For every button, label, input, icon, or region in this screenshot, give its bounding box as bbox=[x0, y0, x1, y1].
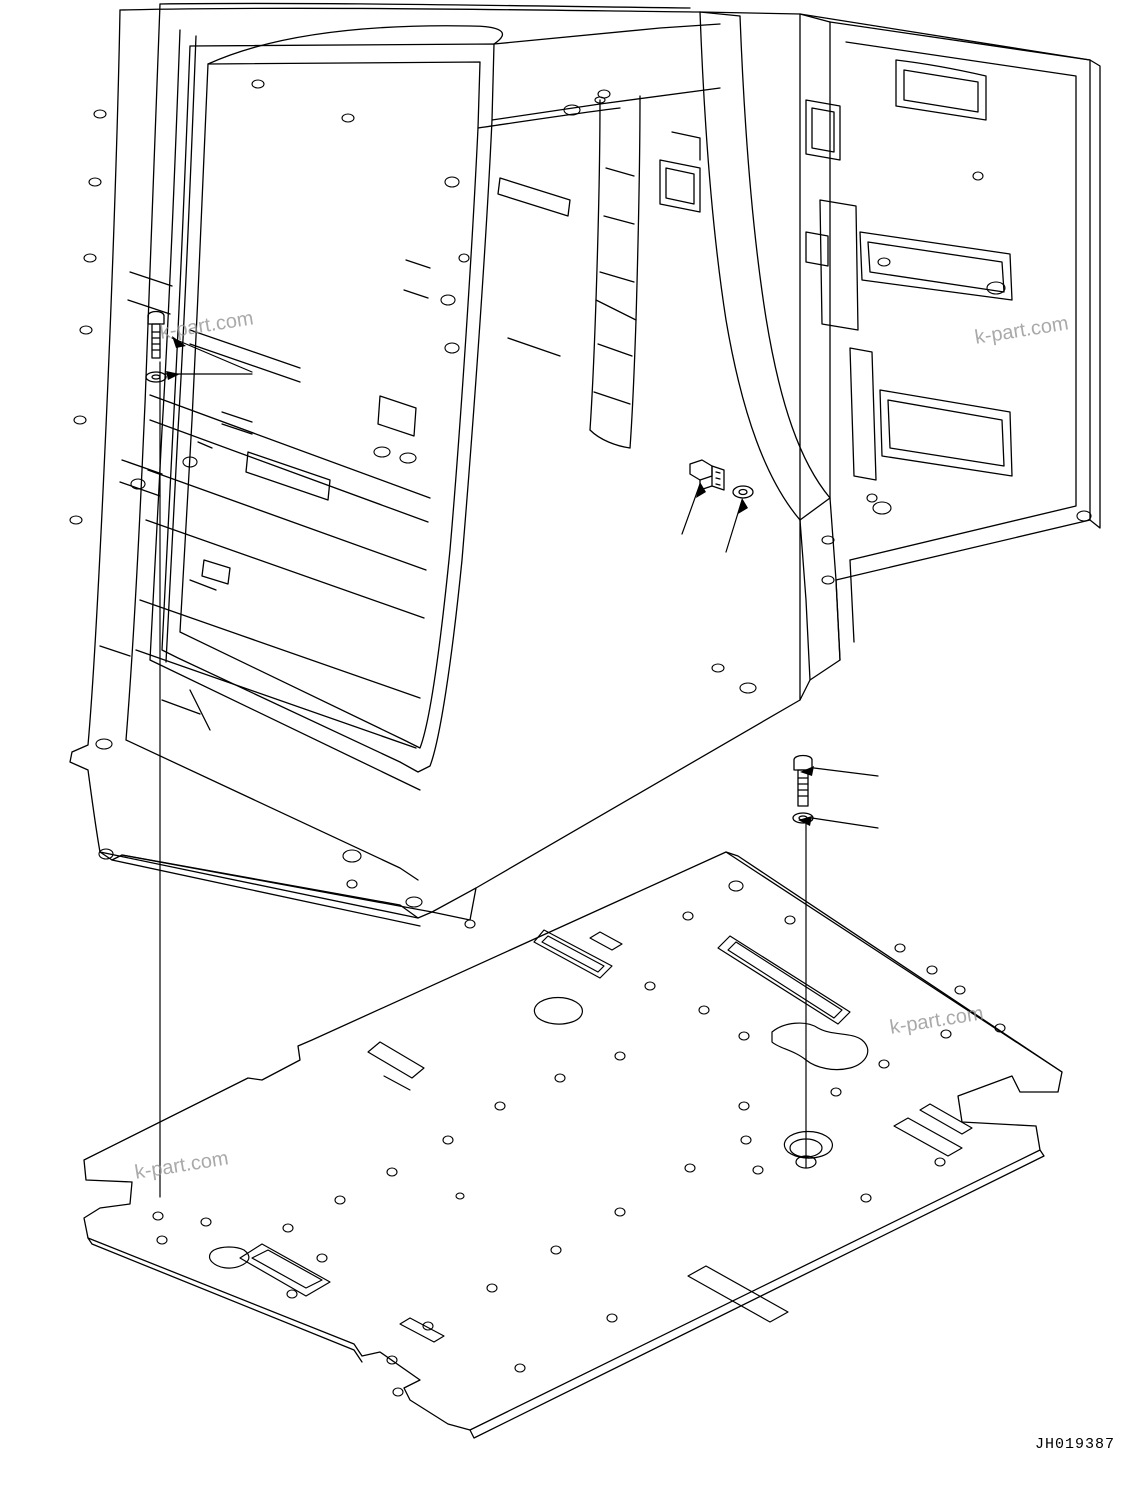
figure-code: JH019387 bbox=[1034, 1436, 1115, 1453]
washer-center bbox=[733, 486, 753, 498]
cab-frame-holes bbox=[70, 80, 1091, 928]
bolt-center bbox=[690, 460, 724, 490]
bolt-lower-right bbox=[794, 756, 812, 807]
watermark: k-part.com bbox=[973, 312, 1070, 349]
cab-frame-outline bbox=[70, 3, 1100, 926]
watermark: k-part.com bbox=[158, 307, 255, 344]
floor-plate-outline bbox=[84, 852, 1062, 1438]
floor-plate-openings bbox=[210, 930, 972, 1342]
callout-arrowheads bbox=[166, 336, 814, 826]
watermark: k-part.com bbox=[888, 1002, 985, 1039]
bolt-upper-left bbox=[148, 312, 164, 359]
watermark: k-part.com bbox=[133, 1147, 230, 1184]
callout-leader-lines bbox=[166, 338, 878, 828]
floor-plate-bolt-holes bbox=[153, 881, 1005, 1396]
washer-upper-left bbox=[146, 372, 166, 382]
